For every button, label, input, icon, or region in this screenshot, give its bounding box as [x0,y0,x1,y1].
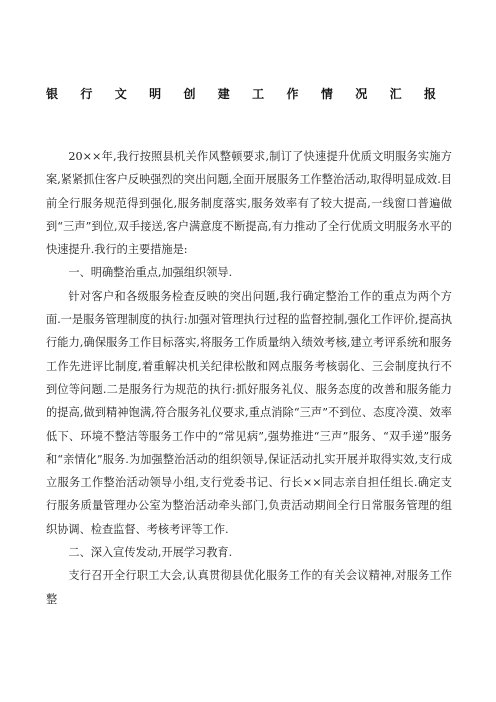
title-char: 工 [252,87,265,101]
paragraph-intro: 20××年,我行按照县机关作风整顿要求,制订了快速提升优质文明服务实施方案,紧紧抓住客户反映强烈的突出问题,全面开展服务工作整治活动,取得明显成效.目前全行服务规范得到强化,服务制度落实,服务效率有了较大提高,一线窗口普遍做到“三声”到位,双手接送,客户满意度不断提高,有力推动了全行优质文明服务水平的快速提升.我行的主要措施是: [46,150,452,257]
title-char: 创 [183,87,196,101]
title-char: 报 [423,87,436,101]
section-heading-1: 一、明确整治重点,加强组织领导. [68,266,233,280]
title-char: 明 [149,87,162,101]
title-char: 情 [320,87,333,101]
title-char: 银 [46,87,59,101]
title-char: 况 [355,87,368,101]
title-char: 汇 [389,87,402,101]
title-char: 建 [217,87,230,101]
document-title [46,85,436,102]
title-char: 作 [286,87,299,101]
title-char: 行 [80,87,93,101]
document-body [46,145,452,611]
title-char: 文 [114,87,127,101]
section-heading-2: 二、深入宣传发动,开展学习教育. [68,546,233,560]
paragraph-section-2: 支行召开全行职工大会,认真贯彻县优化服务工作的有关会议精神,对服务工作整 [46,569,452,606]
paragraph-section-1: 针对客户和各级服务检查反映的突出问题,我行确定整治工作的重点为两个方面.一是服务管理制度的执行:加强对管理执行过程的监督控制,强化工作评价,提高执行能力,确保服务工作目标落实,将服务工作质量纳入绩效考核,建立考评系统和服务工作先进评比制度,着重解决机关纪律松散和网点服务考核弱化、三会制度执行不到位等问题.二是服务行为规范的执行:抓好服务礼仪、服务态度的改善和服务能力的提高,做到精神饱满,符合服务礼仪要求,重点消除“三声”不到位、态度冷漠、效率低下、环境不整洁等服务工作中的“常见病”,强势推进“三声”服务、“双手递”服务和“亲情化”服务.为加强整治活动的组织领导,保证活动扎实开展并取得实效,支行成立服务工作整治活动领导小组,支行党委书记、行长××同志亲自担任组长.确定支行服务质量管理办公室为整治活动牵头部门,负责活动期间全行日常服务管理的组织协调、检查监督、考核考评等工作. [46,289,453,536]
